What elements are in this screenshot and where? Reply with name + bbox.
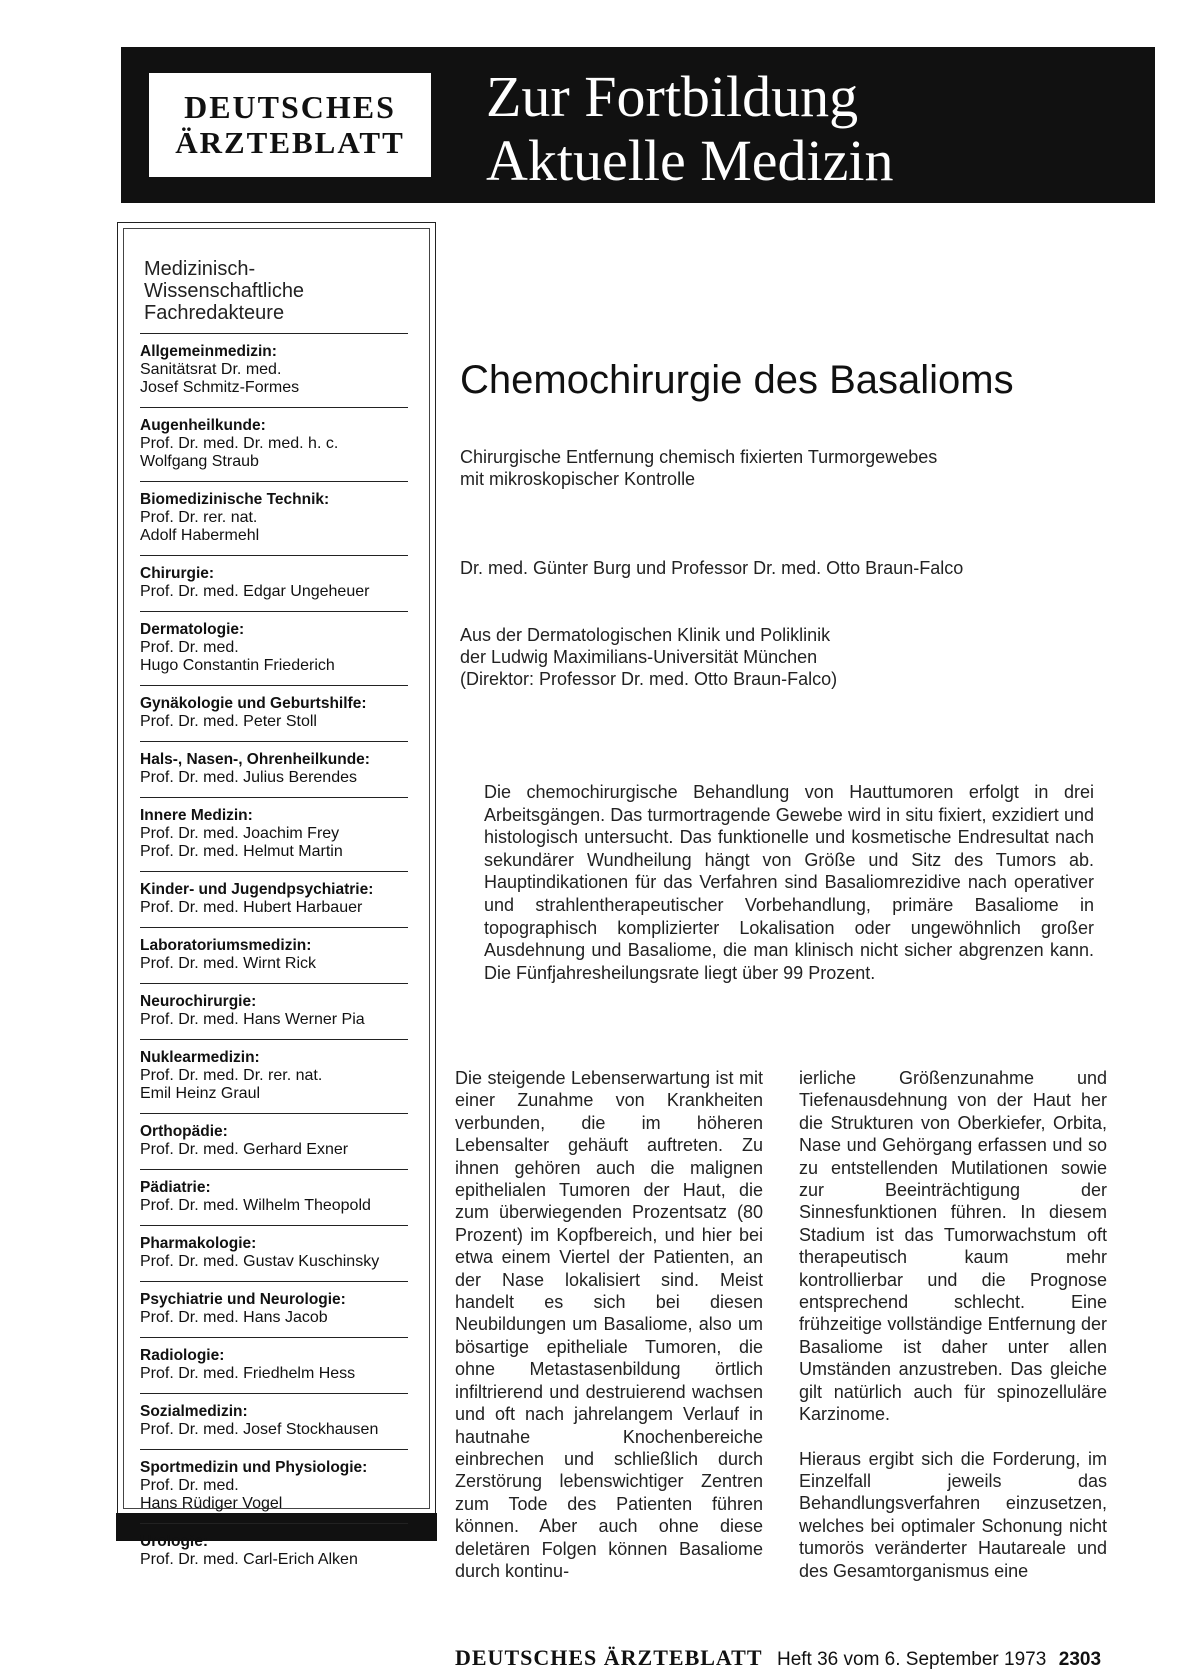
- editor-specialty: Dermatologie:: [140, 621, 245, 638]
- page-footer: [455, 1645, 1115, 1671]
- editors-divider: [140, 871, 408, 872]
- subtitle-line: Chirurgische Entfernung chemisch fixierten Turmorgewebes: [460, 447, 938, 467]
- editor-name: Prof. Dr. med. Wirnt Rick: [140, 955, 317, 972]
- editor-specialty: Hals-, Nasen-, Ohrenheilkunde:: [140, 751, 370, 768]
- editor-name: Prof. Dr. med. Gustav Kuschinsky: [140, 1253, 380, 1270]
- editor-name: Prof. Dr. med. Helmut Martin: [140, 843, 343, 860]
- editor-specialty: Gynäkologie und Geburtshilfe:: [140, 695, 367, 712]
- editor-specialty: Biomedizinische Technik:: [140, 491, 330, 508]
- affiliation-line: (Direktor: Professor Dr. med. Otto Braun-Falco): [460, 669, 838, 689]
- editors-heading-line: Fachredakteure: [144, 302, 285, 324]
- editors-divider: [140, 983, 408, 984]
- editor-entry: [140, 807, 408, 861]
- logo-line-2: ÄRZTEBLATT: [175, 125, 405, 160]
- footer-journal: DEUTSCHES ÄRZTEBLATT: [455, 1645, 763, 1670]
- editors-divider: [140, 333, 408, 334]
- editor-specialty: Allgemeinmedizin:: [140, 343, 277, 360]
- editor-specialty: Radiologie:: [140, 1347, 225, 1364]
- editor-entry: [140, 343, 408, 397]
- journal-logo: [149, 73, 431, 177]
- editor-specialty: Chirurgie:: [140, 565, 215, 582]
- editor-entry: [140, 491, 408, 545]
- section-title-line-2: Aktuelle Medizin: [486, 128, 894, 193]
- editor-name: Prof. Dr. med. Joachim Frey: [140, 825, 340, 842]
- editor-name: Prof. Dr. med. Peter Stoll: [140, 713, 317, 730]
- editor-entry: [140, 1403, 408, 1439]
- editors-divider: [140, 1113, 408, 1114]
- editor-entry: [140, 1347, 408, 1383]
- editor-name: Prof. Dr. med. Wilhelm Theopold: [140, 1197, 371, 1214]
- editor-entry: [140, 1291, 408, 1327]
- editors-divider: [140, 927, 408, 928]
- article-abstract: Die chemochirurgische Behandlung von Hauttumoren erfolgt in drei Arbeitsgängen. Das turmortragende Gewebe wird in situ fixiert, exzidiert und histologisch untersucht. Das funktionelle und kosmetische Endresultat nach sekundärer Wundheilung hängt von Größe und Sitz des Tumors ab. Hauptindikationen für das Verfahren sind Basaliomrezidive nach operativer und strahlentherapeutischer Vorbehandlung, primäre Basaliome in topographisch komplizierter Lokalisation oder ungewöhnlich großer Ausdehnung und Basaliome, die man klinisch nicht sicher abgrenzen kann. Die Fünfjahresheilungsrate liegt über 99 Prozent.: [484, 782, 1094, 983]
- editor-name: Hugo Constantin Friederich: [140, 657, 335, 674]
- editor-name: Prof. Dr. med. Edgar Ungeheuer: [140, 583, 370, 600]
- body-column-2: [799, 1067, 1107, 1604]
- editor-name: Prof. Dr. med.: [140, 639, 239, 656]
- editors-divider: [140, 1225, 408, 1226]
- editor-name: Prof. Dr. med. Friedhelm Hess: [140, 1365, 356, 1382]
- editors-heading-line: Wissenschaftliche: [144, 280, 305, 302]
- editor-name: Hans Rüdiger Vogel: [140, 1495, 283, 1512]
- editor-name: Josef Schmitz-Formes: [140, 379, 300, 396]
- editor-name: Prof. Dr. med. Julius Berendes: [140, 769, 357, 786]
- editors-divider: [140, 555, 408, 556]
- editors-divider: [140, 611, 408, 612]
- editor-specialty: Augenheilkunde:: [140, 417, 266, 434]
- editors-divider: [140, 1393, 408, 1394]
- subtitle-line: mit mikroskopischer Kontrolle: [460, 469, 696, 489]
- editors-divider: [140, 481, 408, 482]
- editor-specialty: Laboratoriumsmedizin:: [140, 937, 312, 954]
- editor-entry: [140, 881, 408, 917]
- body-column-1: [455, 1067, 763, 1604]
- editor-entry: [140, 751, 408, 787]
- editors-divider: [140, 685, 408, 686]
- editor-specialty: Innere Medizin:: [140, 807, 253, 824]
- editor-specialty: Nuklearmedizin:: [140, 1049, 260, 1066]
- editor-name: Prof. Dr. med. Gerhard Exner: [140, 1141, 349, 1158]
- footer-issue: Heft 36 vom 6. September 1973: [776, 1649, 1047, 1670]
- editor-name: Adolf Habermehl: [140, 527, 260, 544]
- section-title-line-1: Zur Fortbildung: [486, 64, 859, 129]
- editors-divider: [140, 1337, 408, 1338]
- logo-line-1: DEUTSCHES: [184, 89, 396, 125]
- editor-entry: [140, 1123, 408, 1159]
- editor-entry: [140, 621, 408, 675]
- body-paragraph: Die steigende Lebenserwartung ist mit einer Zunahme von Krankheiten verbunden, die im höheren Lebensalter gehäuft auftreten. Zu ihnen gehören auch die malignen epithelialen Tumoren der Haut, die zum überwiegenden Prozentsatz (80 Prozent) im Kopfbereich, und hier bei etwa einem Viertel der Patienten, an der Nase lokalisiert sind. Meist handelt es sich bei diesen Neubildungen um Basaliome, also um bösartige epitheliale Tumoren, die ohne Metastasenbildung örtlich infiltrierend und destruierend wachsen und oft nach jahrelangem Verlauf in hautnahe Knochenbereiche einbrechen und schließlich durch Zerstörung lebenswichtiger Zentren zum Tode des Patienten führen können. Aber auch ohne diese deletären Folgen können Basaliome durch kontinu-: [455, 1068, 763, 1581]
- body-paragraph: Hieraus ergibt sich die Forderung, im Einzelfall jeweils das Behandlungsverfahren einzusetzen, welches bei optimaler Schonung nicht tumorös veränderter Hautareale und des Gesamtorganismus eine: [799, 1448, 1107, 1581]
- editor-entry: [140, 417, 408, 471]
- editors-divider: [140, 797, 408, 798]
- editor-name: Prof. Dr. med. Carl-Erich Alken: [140, 1551, 358, 1568]
- editor-specialty: Kinder- und Jugendpsychiatrie:: [140, 881, 374, 898]
- editor-name: Prof. Dr. med. Hans Werner Pia: [140, 1011, 365, 1028]
- editor-entry: [140, 1179, 408, 1215]
- editor-name: Sanitätsrat Dr. med.: [140, 361, 282, 378]
- editors-divider: [140, 741, 408, 742]
- affiliation-line: Aus der Dermatologischen Klinik und Poliklinik: [460, 625, 831, 645]
- editor-name: Prof. Dr. med.: [140, 1477, 239, 1494]
- editor-entry: [140, 1049, 408, 1103]
- editor-name: Prof. Dr. med. Dr. rer. nat.: [140, 1067, 323, 1084]
- editors-divider: [140, 407, 408, 408]
- editors-divider: [140, 1281, 408, 1282]
- body-paragraph: ierliche Größenzunahme und Tiefenausdehnung von der Haut her die Strukturen von Oberkiefer, Orbita, Nase und Gehörgang erfassen und so zu entstellenden Mutilationen sowie zur Beeinträchtigung der Sinnesfunktionen führen. In diesem Stadium ist das Tumorwachstum oft therapeutisch kaum mehr kontrollierbar und die Prognose entsprechend schlecht. Eine frühzeitige vollständige Entfernung der Basaliome ist daher unter allen Umständen anzustreben. Das gleiche gilt natürlich auch für spinozelluläre Karzinome.: [799, 1068, 1107, 1425]
- editor-name: Prof. Dr. med. Josef Stockhausen: [140, 1421, 379, 1438]
- editors-divider: [140, 1449, 408, 1450]
- article-title: Chemochirurgie des Basalioms: [460, 358, 1014, 402]
- editors-divider: [140, 1169, 408, 1170]
- article-authors: Dr. med. Günter Burg und Professor Dr. med. Otto Braun-Falco: [460, 558, 964, 578]
- editor-specialty: Pharmakologie:: [140, 1235, 257, 1252]
- editors-heading-line: Medizinisch-: [144, 258, 256, 280]
- editors-divider: [140, 1523, 408, 1524]
- masthead-banner: [121, 47, 1155, 203]
- editor-entry: [140, 1533, 408, 1569]
- affiliation-line: der Ludwig Maximilians-Universität München: [460, 647, 818, 667]
- editor-entry: [140, 565, 408, 601]
- editors-heading: [144, 258, 414, 324]
- editor-specialty: Pädiatrie:: [140, 1179, 211, 1196]
- editor-specialty: Psychiatrie und Neurologie:: [140, 1291, 346, 1308]
- editor-specialty: Neurochirurgie:: [140, 993, 257, 1010]
- editor-specialty: Sozialmedizin:: [140, 1403, 248, 1420]
- editor-name: Emil Heinz Graul: [140, 1085, 261, 1102]
- editor-entry: [140, 937, 408, 973]
- editor-specialty: Orthopädie:: [140, 1123, 228, 1140]
- editor-name: Prof. Dr. med. Hubert Harbauer: [140, 899, 363, 916]
- editor-specialty: Urologie:: [140, 1533, 209, 1550]
- article-subtitle: [460, 446, 937, 490]
- editors-divider: [140, 1039, 408, 1040]
- editors-box: [117, 222, 436, 1568]
- editor-specialty: Sportmedizin und Physiologie:: [140, 1459, 368, 1476]
- editor-name: Prof. Dr. med. Dr. med. h. c.: [140, 435, 339, 452]
- editor-entry: [140, 1235, 408, 1271]
- editor-name: Wolfgang Straub: [140, 453, 259, 470]
- editor-name: Prof. Dr. rer. nat.: [140, 509, 258, 526]
- editor-entry: [140, 993, 408, 1029]
- editor-name: Prof. Dr. med. Hans Jacob: [140, 1309, 328, 1326]
- page-number: 2303: [1058, 1649, 1102, 1670]
- editor-entry: [140, 1459, 408, 1513]
- article-affiliation: [460, 624, 837, 690]
- editor-entry: [140, 695, 408, 731]
